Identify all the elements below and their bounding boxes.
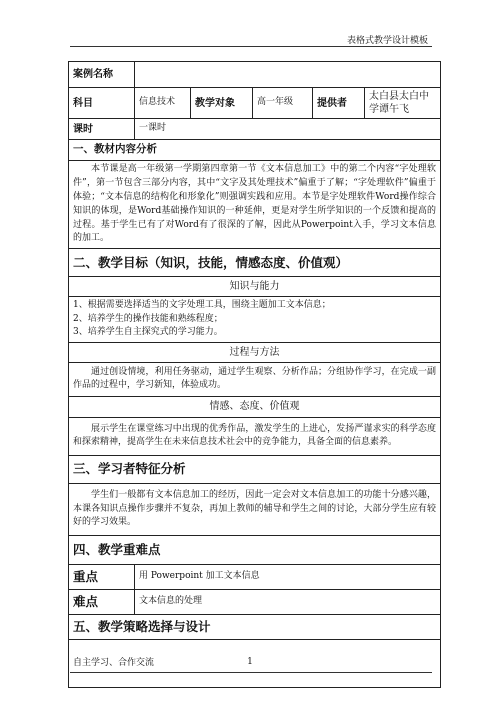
page-header-title: 表格式教学设计模板 [346, 36, 428, 46]
section-4-heading-row [69, 535, 441, 564]
emotion-body: 展示学生在课堂练习中出现的优秀作品，激发学生的上进心，发扬严谨求实的科学态度和探索精神，提高学生在未来信息技术社会中的竞争能力，具备全面的信息素养。 [69, 417, 441, 455]
section-5-heading-row [69, 614, 441, 639]
knowledge-title: 知识与能力 [69, 277, 441, 297]
section-4-title: 四、教学重难点 [69, 535, 441, 564]
section-2-title: 二、教学目标（知识，技能，情感态度、价值观） [69, 249, 441, 277]
provider-value: 太白县太白中学谭午飞 [365, 88, 441, 119]
row-case-name [69, 62, 441, 88]
row-hours [69, 119, 441, 140]
target-label: 教学对象 [191, 88, 253, 119]
section-1-title: 一、教材内容分析 [69, 140, 441, 161]
target-value: 高一年级 [253, 88, 313, 119]
subject-value: 信息技术 [135, 88, 191, 119]
section-3-heading-row [69, 455, 441, 483]
key-point-row [69, 564, 441, 589]
lesson-plan-table [68, 61, 441, 688]
knowledge-list [69, 297, 441, 343]
hours-value: 一课时 [135, 119, 441, 140]
knowledge-body-row [69, 297, 441, 343]
case-name-value [135, 62, 441, 88]
knowledge-item: 3、培养学生自主探究式的学习能力。 [73, 327, 223, 338]
process-title: 过程与方法 [69, 342, 441, 362]
hard-point-value: 文本信息的处理 [135, 589, 441, 614]
hard-point-row [69, 589, 441, 614]
page-number: 1 [247, 657, 253, 667]
emotion-title: 情感、态度、价值观 [69, 396, 441, 417]
section-3-body: 学生们一般都有文本信息加工的经历，因此一定会对文本信息加工的功能十分感兴趣，本课各知识点操作步骤并不复杂，再加上教师的辅导和学生之间的讨论，大部分学生应有较好的学习效果。 [69, 483, 441, 535]
case-name-label: 案例名称 [69, 62, 135, 88]
knowledge-item: 1、根据需要选择适当的文字处理工具，围绕主题加工文本信息； [73, 300, 331, 311]
footer-rule [70, 672, 432, 673]
process-body: 通过创设情境，利用任务驱动，通过学生观察、分析作品；分组协作学习，在完成一副作品的过程中，学习新知，体验成功。 [69, 362, 441, 396]
key-point-label: 重点 [69, 564, 135, 589]
subject-label: 科目 [69, 88, 135, 119]
emotion-heading-row [69, 396, 441, 417]
section-3-body-row [69, 483, 441, 535]
section-3-title: 三、学习者特征分析 [69, 455, 441, 483]
section-2-heading-row [69, 249, 441, 277]
section-5-title: 五、教学策略选择与设计 [69, 614, 441, 639]
process-heading-row [69, 342, 441, 362]
knowledge-item: 2、培养学生的操作技能和熟练程度； [73, 313, 223, 324]
section-1-heading-row [69, 140, 441, 161]
key-point-value: 用 Powerpoint 加工文本信息 [135, 564, 441, 589]
row-subject [69, 88, 441, 119]
section-1-body: 本节课是高一年级第一学期第四章第一节《文本信息加工》中的第二个内容“字处理软件”，第一节包含三部分内容，其中“文字及其处理技术”偏重于了解；“字处理软件”偏重于体验；“文本信息的结构化和形象化”则强调实践和应用。本节是字处理软件Word操作综合知识的体现，是Word基础操作知识的一种延伸，更是对学生所学知识的一个反馈和提高的过程。基于学生已有了对Word有了很深的了解，因此从Powerpoint入手，学习文本信息的加工。 [69, 160, 441, 249]
header-rule [70, 46, 432, 47]
section-1-body-row [69, 160, 441, 249]
hours-label: 课时 [69, 119, 135, 140]
process-body-row [69, 362, 441, 396]
hard-point-label: 难点 [69, 589, 135, 614]
section-5-body: 自主学习、合作交流 [69, 639, 441, 687]
emotion-body-row [69, 417, 441, 455]
knowledge-heading-row [69, 277, 441, 297]
provider-label: 提供者 [313, 88, 365, 119]
